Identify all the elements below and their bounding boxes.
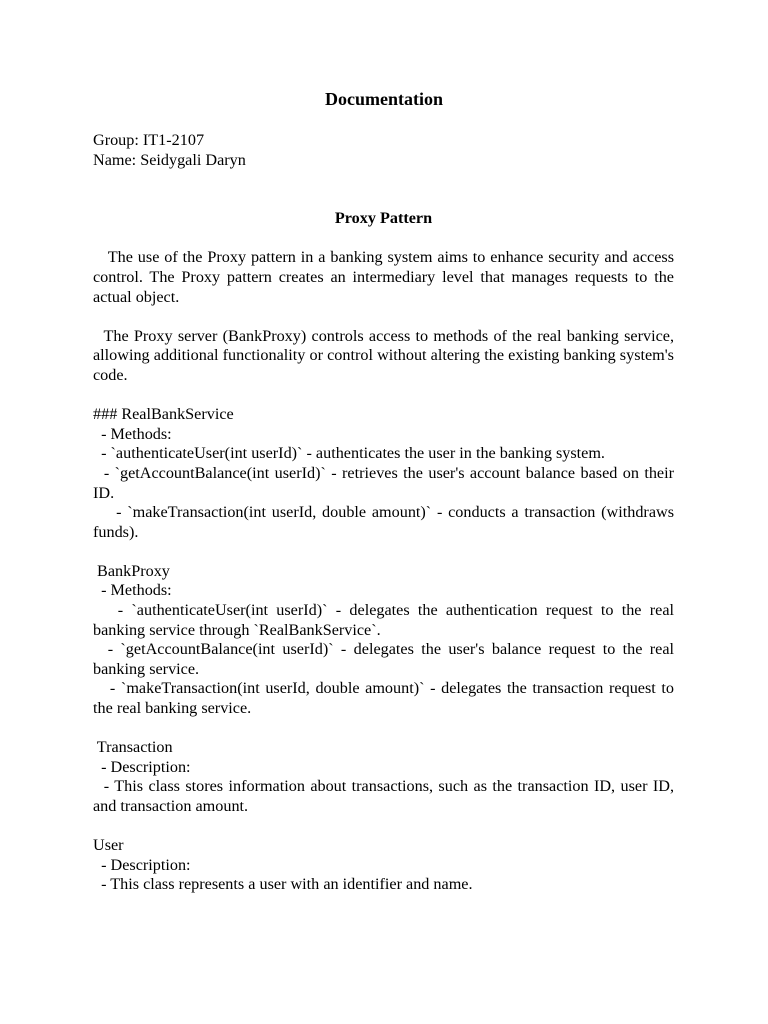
real-bank-service-heading: ### RealBankService (93, 405, 234, 424)
transaction-heading: Transaction (93, 738, 173, 757)
real-bank-service-method: - `getAccountBalance(int userId)` - retrieves the user's account balance based on their ID. (93, 463, 679, 502)
intro-paragraph: The use of the Proxy pattern in a banking system aims to enhance security and access control. The Proxy pattern creates an intermediary level that manages requests to the actual object. (93, 248, 679, 306)
user-section (93, 836, 674, 895)
spacer (93, 307, 674, 327)
transaction-description: - This class stores information about transactions, such as the transaction ID, user ID, and transaction amount. (93, 777, 679, 815)
bank-proxy-section (93, 561, 679, 719)
bank-proxy-methods-label: - Methods: (93, 581, 172, 600)
bank-proxy-heading: BankProxy (93, 561, 170, 580)
user-description-label: - Description: (93, 855, 191, 874)
spacer (93, 817, 674, 837)
spacer (93, 170, 674, 209)
real-bank-service-method: - `makeTransaction(int userId, double amount)` - conducts a transaction (withdraws funds). (93, 503, 679, 541)
bank-proxy-method: - `authenticateUser(int userId)` - delegates the authentication request to the real banking service through `RealBankService`. (93, 601, 679, 639)
spacer (93, 386, 674, 406)
transaction-section (93, 738, 679, 816)
real-bank-service-section (93, 405, 679, 542)
bank-proxy-method: - `makeTransaction(int userId, double amount)` - delegates the transaction request to the real banking service. (93, 679, 679, 718)
spacer (93, 719, 674, 739)
section-title: Proxy Pattern (334, 209, 433, 228)
bank-proxy-method: - `getAccountBalance(int userId)` - delegates the user's balance request to the real banking service. (93, 640, 679, 678)
transaction-description-label: - Description: (93, 757, 191, 776)
real-bank-service-method: - `authenticateUser(int userId)` - authenticates the user in the banking system. (93, 444, 605, 463)
user-description: - This class represents a user with an identifier and name. (93, 875, 473, 894)
spacer (93, 542, 674, 562)
real-bank-service-methods-label: - Methods: (93, 424, 172, 443)
document-body (93, 131, 679, 895)
proxy-paragraph: The Proxy server (BankProxy) controls access to methods of the real banking service, allowing additional functionality or control without altering the existing banking system's code. (93, 326, 679, 384)
student-name-line: Name: Seidygali Daryn (93, 150, 246, 169)
spacer (93, 229, 674, 249)
group-line: Group: IT1-2107 (93, 131, 205, 149)
document-title: Documentation (325, 89, 443, 109)
user-heading: User (93, 836, 124, 855)
